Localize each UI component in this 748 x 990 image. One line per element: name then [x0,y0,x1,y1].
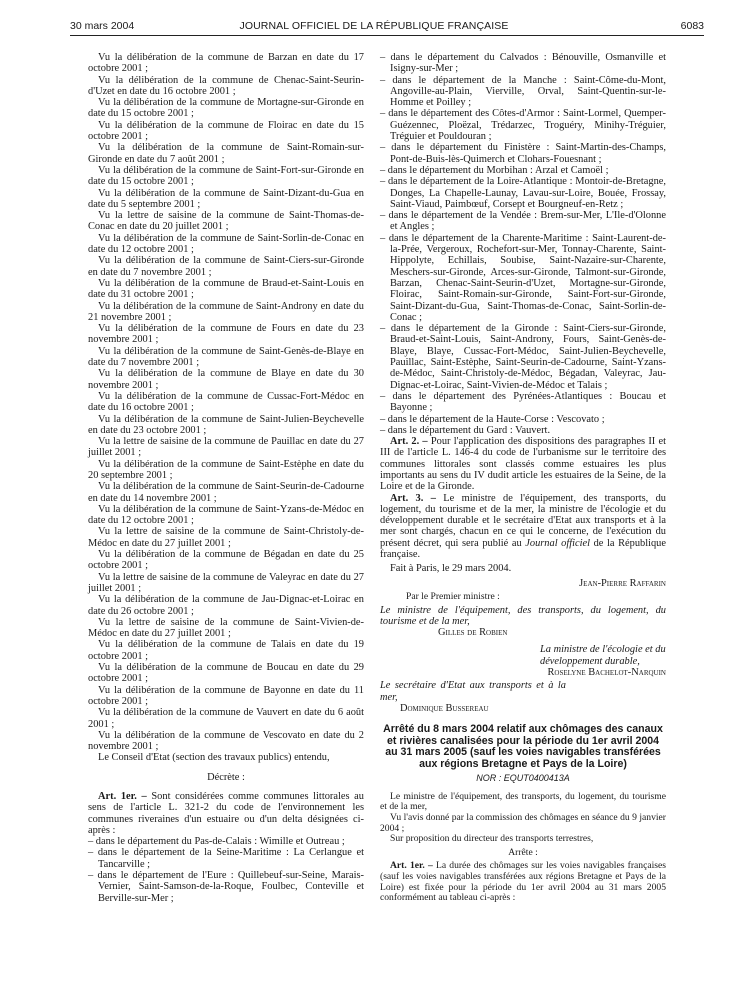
vu-paragraph: Vu la délibération de la commune de Saint-Ciers-sur-Gironde en date du 7 novembre 2001 ; [88,255,364,278]
arrete-article-1 [380,861,666,903]
article-2 [380,436,666,492]
departement-item: – dans le département de la Vendée : Brem-sur-Mer, L'Ile-d'Olonne et Angles ; [380,210,666,233]
left-departement-list [88,836,364,904]
vu-paragraph: Vu la délibération de la commune de Saint-Genès-de-Blaye en date du 7 novembre 2001 ; [88,345,364,369]
arrete-preamble-2: Vu l'avis donné par la commission des chômages en séance du 9 janvier 2004 ; [380,812,666,834]
departement-item: – dans le département du Gard : Vauvert. [380,424,551,436]
arrete-title: Arrêté du 8 mars 2004 relatif aux chômages des canaux et rivières canalisées pour la période du 1er avril 2004 au 31 mars 2005 (sauf les voies navigables transférées aux régions Bretagne et Pays de la Loire) [383,723,663,770]
page-header [0,20,748,34]
ministre-ecologie-name: Roselyne Bachelot-Narquin [547,667,666,679]
departement-item: – dans le département des Pyrénées-Atlantiques : Boucau et Bayonne ; [380,390,666,414]
vu-paragraph: Vu la délibération de la commune de Vauvert en date du 6 août 2001 ; [88,707,364,730]
article-3-label: Art. 3. – [390,492,436,504]
vu-paragraph: Vu la délibération de la commune de Bégadan en date du 25 octobre 2001 ; [88,549,364,572]
vu-paragraph: Vu la délibération de la commune de Saint-Romain-sur-Gironde en date du 7 août 2001 ; [88,142,364,165]
secretaire-etat-title: Le secrétaire d'Etat aux transports et à la mer, [380,680,566,703]
vu-paragraph: Vu la délibération de la commune de Saint-Estèphe en date du 20 septembre 2001 ; [88,458,364,481]
ministre-equipement-title: Le ministre de l'équipement, des transports, du logement, du tourisme et de la mer, [380,604,666,627]
vu-paragraph: Vu la délibération de la commune de Floirac en date du 15 octobre 2001 ; [88,119,364,143]
departement-item: – dans le département de la Charente-Maritime : Saint-Laurent-de-la-Prée, Vergeroux, Rochefort-sur-Mer, Tonnay-Charente, Saint-Hippolyte, Echillais, Soubise, Saint-Nazaire-sur-Charente, Meschers-sur-Gironde, Arces-sur-Gironde, Talmont-sur-Gironde, Barzan, Chenac-Saint-Seurin-d'Uzet, Mortagne-sur-Gironde, Floirac, Saint-Romain-sur-Gironde, Saint-Fort-sur-Gironde, Saint-Dizant-du-Gua, Saint-Thomas-de-Conac, Saint-Sorlin-de-Conac ; [380,232,666,323]
vu-paragraph: Vu la délibération de la commune de Saint-Sorlin-de-Conac en date du 12 octobre 2001 ; [88,232,364,256]
par-le-premier-ministre: Par le Premier ministre : [406,590,500,602]
vu-paragraph: Vu la délibération de la commune de Chenac-Saint-Seurin-d'Uzet en date du 16 octobre 2001 ; [88,74,364,97]
vu-paragraph: Vu la délibération de la commune de Cussac-Fort-Médoc en date du 16 octobre 2001 ; [88,390,364,414]
departement-item: – dans le département de la Gironde : Saint-Ciers-sur-Gironde, Braud-et-Saint-Louis, Saint-Androny, Fours, Saint-Genès-de-Blaye, Blaye, Cussac-Fort-Médoc, Saint-Julien-Beychevelle, Pauillac, Saint-Estèphe, Saint-Seurin-de-Cadourne, Saint-Yzans-de-Médoc, Saint-Christoly-de-Médoc, Bégadan, Valeyrac, Jau-Dignac-et-Loirac, Saint-Vivien-de-Médoc et Talais ; [380,323,666,391]
arrete-article-1-label: Art. 1er. – [390,860,433,872]
article-3-text-a: Le ministre de l'équipement, des transports, du logement, du tourisme et de la mer, la ministre de l'écologie et du développement durable et le secrétaire d'Etat aux transports et à la mer sont chargés, chacun en ce qui le concerne, de l'exécution du présent décret, qui sera publié au [380,492,666,549]
journal-title: JOURNAL OFFICIEL DE LA RÉPUBLIQUE FRANÇAISE [239,20,509,32]
departement-item: – dans le département de la Manche : Saint-Côme-du-Mont, Angoville-au-Plain, Vierville, Orval, Saint-Quentin-sur-le-Homme et Poilley ; [380,74,666,109]
vu-paragraph: Vu la délibération de la commune de Braud-et-Saint-Louis en date du 31 octobre 2001 ; [88,277,364,301]
vu-paragraph: Vu la délibération de la commune de Saint-Androny en date du 21 novembre 2001 ; [88,300,364,323]
vu-paragraph: Vu la délibération de la commune de Saint-Fort-sur-Gironde en date du 15 octobre 2001 ; [88,164,364,188]
vu-paragraph: Le Conseil d'Etat (section des travaux publics) entendu, [98,752,330,764]
vu-paragraph: Vu la délibération de la commune de Saint-Dizant-du-Gua en date du 5 septembre 2001 ; [88,187,364,210]
vu-paragraph: Vu la délibération de la commune de Fours en date du 23 novembre 2001 ; [88,323,364,346]
ministre-equipement-name: Gilles de Robien [438,627,508,639]
left-column [88,52,364,904]
journal-officiel-ref: Journal officiel [525,537,591,549]
article-2-text: Pour l'application des dispositions des paragraphes II et III de l'article L. 146-4 du code de l'urbanisme sur le territoire des communes littorales sont classés comme estuaires les plus importants au sens du IV dudit article les estuaires de la Seine, de la Loire et de la Gironde. [380,436,666,493]
departement-item: – dans le département de la Loire-Atlantique : Montoir-de-Bretagne, Donges, La Chapelle-Launay, Lavau-sur-Loire, Bouée, Frossay, Saint-Viaud, Paimbœuf, Corsept et Bourgneuf-en-Retz ; [380,176,666,210]
vu-paragraph: Vu la lettre de saisine de la commune de Saint-Christoly-de-Médoc en date du 27 juillet 2001 ; [88,526,364,549]
vu-paragraph: Vu la délibération de la commune de Bayonne en date du 11 octobre 2001 ; [88,684,364,707]
arrete-preamble-3: Sur proposition du directeur des transports terrestres, [390,833,594,845]
secretaire-etat-name: Dominique Bussereau [400,702,489,714]
vu-list [88,52,364,764]
arrete-heading: Arrête : [508,846,538,858]
article-1-label: Art. 1er. – [98,791,147,802]
departement-item: – dans le département du Morbihan : Arzal et Camoël ; [380,164,609,176]
article-2-label: Art. 2. – [390,436,428,448]
vu-paragraph: Vu la délibération de la commune de Jau-Dignac-et-Loirac en date du 26 octobre 2001 ; [88,594,364,617]
ministre-ecologie-title: La ministre de l'écologie et du développement durable, [540,644,666,667]
vu-paragraph: Vu la délibération de la commune de Saint-Julien-Beychevelle en date du 23 octobre 2001 ; [88,413,364,436]
article-1 [88,791,364,836]
departement-item: – dans le département de l'Eure : Quillebeuf-sur-Seine, Marais-Vernier, Saint-Samson-de-la-Roque, Foulbec, Conteville et Berville-sur-Mer ; [88,870,364,904]
header-date: 30 mars 2004 [70,20,135,32]
vu-paragraph: Vu la délibération de la commune de Vescovato en date du 2 novembre 2001 ; [88,729,364,753]
vu-paragraph: Vu la lettre de saisine de la commune de Pauillac en date du 27 juillet 2001 ; [88,436,364,459]
departement-item: – dans le département des Côtes-d'Armor : Saint-Lormel, Quemper-Guézennec, Ploëzal, Trédarzec, Troguéry, Minihy-Tréguier, Tréguier et Pouldouran ; [380,108,666,143]
nor-reference: NOR : EQUT0400413A [476,772,570,783]
departement-item: – dans le département du Calvados : Bénouville, Osmanville et Isigny-sur-Mer ; [380,52,666,75]
article-3-text-b: de la République française. [380,537,666,561]
vu-paragraph: Vu la délibération de la commune de Barzan en date du 17 octobre 2001 ; [88,52,364,75]
vu-paragraph: Vu la délibération de la commune de Talais en date du 19 octobre 2001 ; [88,639,364,662]
vu-paragraph: Vu la délibération de la commune de Mortagne-sur-Gironde en date du 15 octobre 2001 ; [88,97,364,120]
header-rule [70,35,704,36]
page-number: 6083 [680,20,704,32]
vu-paragraph: Vu la délibération de la commune de Boucau en date du 29 octobre 2001 ; [88,662,364,685]
departement-item: – dans le département du Pas-de-Calais : Wimille et Outreau ; [88,836,345,848]
arrete-article-1-text: La durée des chômages sur les voies navigables françaises (sauf les voies navigables transférées aux régions Bretagne et Pays de la Loire) est fixée pour la période du 1er avril 2004 au 31 mars 2005 conformément au tableau ci-après : [380,860,666,904]
departement-item: – dans le département de la Haute-Corse : Vescovato ; [380,413,605,425]
vu-paragraph: Vu la délibération de la commune de Saint-Seurin-de-Cadourne en date du 14 novembre 2001 ; [88,481,364,504]
vu-paragraph: Vu la lettre de saisine de la commune de Saint-Vivien-de-Médoc en date du 27 juillet 2001 ; [88,616,364,640]
vu-paragraph: Vu la lettre de saisine de la commune de Saint-Thomas-de-Conac en date du 20 juillet 2001 ; [88,210,364,233]
signature-premier-ministre: Jean-Pierre Raffarin [579,577,666,589]
decrete-heading: Décrète : [207,771,245,783]
vu-paragraph: Vu la délibération de la commune de Saint-Yzans-de-Médoc en date du 12 octobre 2001 ; [88,503,364,527]
arrete-preamble-1: Le ministre de l'équipement, des transports, du logement, du tourisme et de la mer, [380,790,666,813]
fait-a-paris: Fait à Paris, le 29 mars 2004. [390,563,512,575]
article-3 [380,493,666,561]
vu-paragraph: Vu la lettre de saisine de la commune de Valeyrac en date du 27 juillet 2001 ; [88,571,364,594]
departement-item: – dans le département du Finistère : Saint-Martin-des-Champs, Pont-de-Buis-lès-Quimerch et Clohars-Fouesnant ; [380,142,666,165]
article-1-text: Sont considérées comme communes littorales au sens de l'article L. 321-2 du code de l'environnement les communes riveraines d'un estuaire ou d'un delta désignées ci-après : [88,791,364,836]
right-departement-list [380,52,666,436]
right-column [380,52,666,904]
vu-paragraph: Vu la délibération de la commune de Blaye en date du 30 novembre 2001 ; [88,368,364,391]
departement-item: – dans le département de la Seine-Maritime : La Cerlangue et Tancarville ; [88,847,364,870]
